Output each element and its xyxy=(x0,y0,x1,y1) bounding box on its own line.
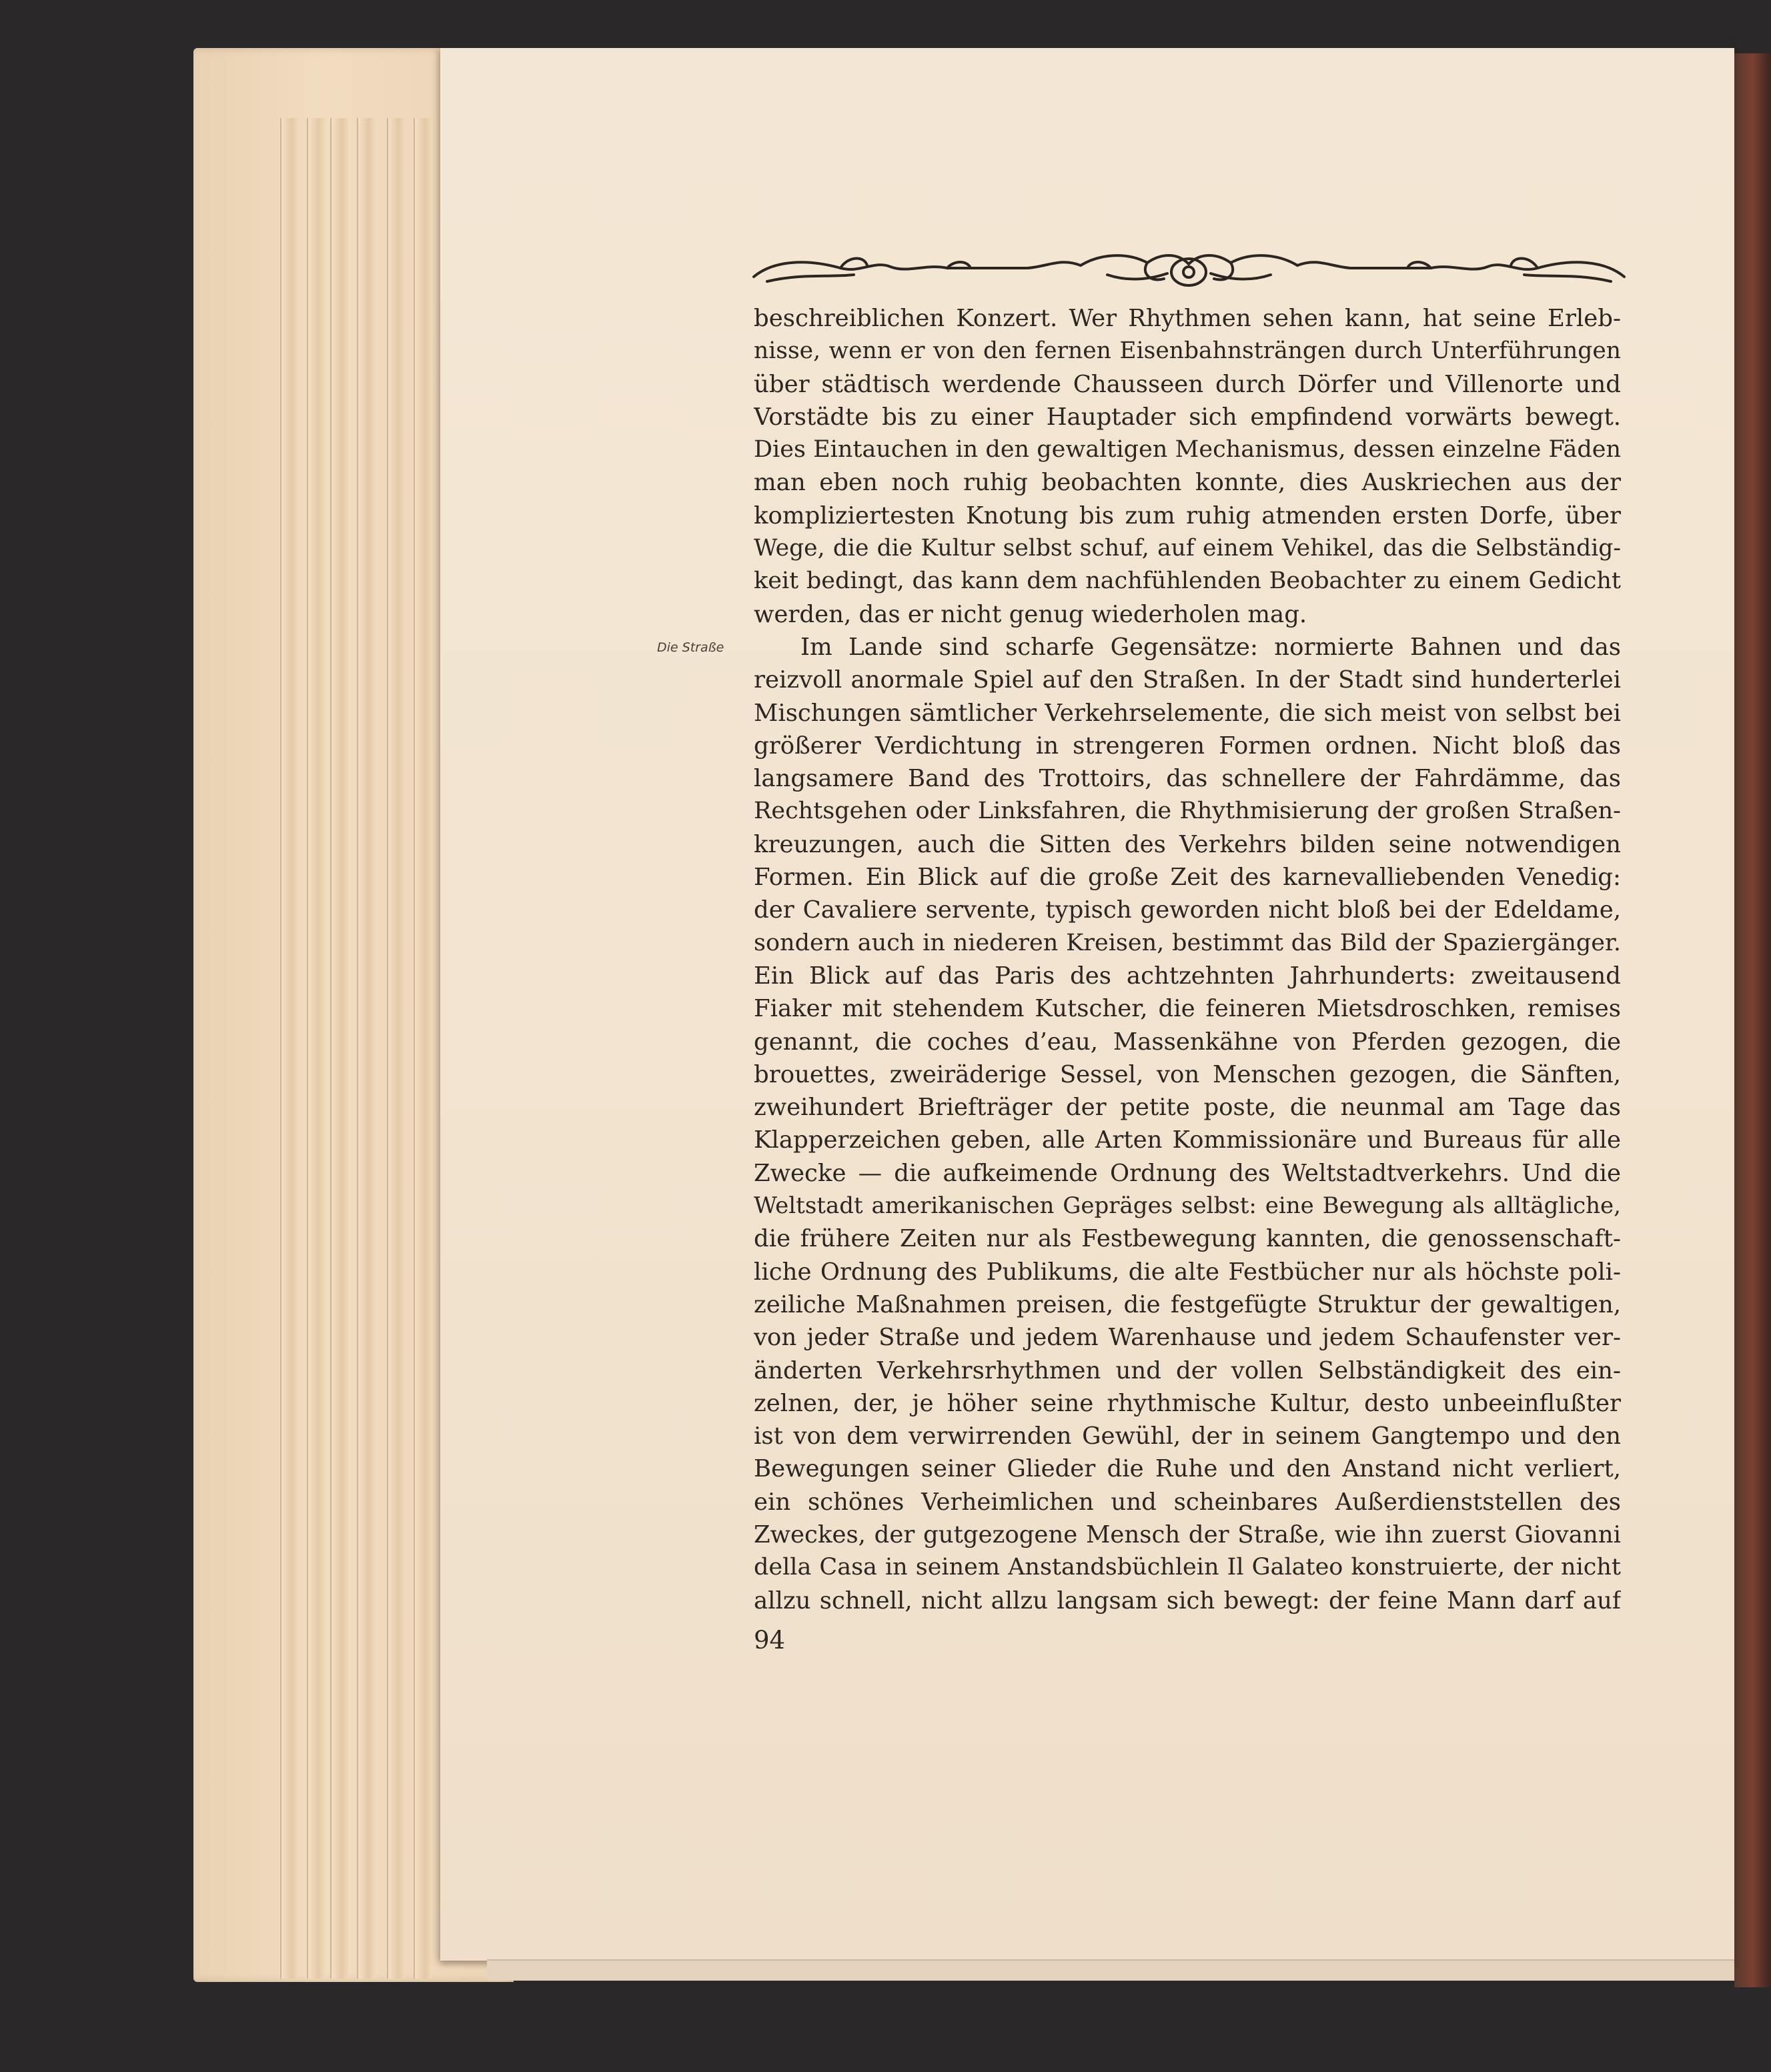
text-line: zeiliche Maßnahmen preisen, die festgefügte Struktur der gewaltigen, xyxy=(754,1290,1621,1318)
text-line: genannt, die coches d’eau, Massenkähne von Pferden gezogen, die xyxy=(754,1028,1621,1056)
text-line: Vorstädte bis zu einer Hauptader sich empfindend vorwärts bewegt. xyxy=(754,403,1621,431)
text-line: della Casa in seinem Anstandsbüchlein Il Galateo konstruierte, der nicht xyxy=(754,1554,1621,1581)
page-edge xyxy=(307,118,326,1979)
text-line: Klapperzeichen geben, alle Arten Kommissionäre und Bureaus für alle xyxy=(754,1126,1621,1154)
page-edge xyxy=(414,118,432,1979)
text-line: Rechtsgehen oder Linksfahren, die Rhythmisierung der großen Straßen- xyxy=(754,798,1621,825)
text-line: langsamere Band des Trottoirs, das schnellere der Fahrdämme, das xyxy=(754,765,1621,793)
text-line: Zweckes, der gutgezogene Mensch der Straße, wie ihn zuerst Giovanni xyxy=(754,1520,1621,1548)
text-line: die frühere Zeiten nur als Festbewegung kannten, die genossenschaft- xyxy=(754,1225,1621,1253)
body-text xyxy=(754,302,1621,1617)
text-line: allzu schnell, nicht allzu langsam sich bewegt: der feine Mann darf auf xyxy=(754,1587,1621,1615)
book-cover-edge xyxy=(1734,53,1771,1987)
text-line: Mischungen sämtlicher Verkehrselemente, die sich meist von selbst bei xyxy=(754,699,1621,727)
text-line: Ein Blick auf das Paris des achtzehnten Jahrhunderts: zweitausend xyxy=(754,962,1621,990)
text-line: Wege, die die Kultur selbst schuf, auf einem Vehikel, das die Selbständig- xyxy=(754,535,1621,562)
page-edge xyxy=(387,118,406,1979)
text-line: über städtisch werdende Chausseen durch Dörfer und Villenorte und xyxy=(754,370,1621,398)
text-line: liche Ordnung des Publikums, die alte Festbücher nur als höchste poli- xyxy=(754,1258,1621,1286)
text-line: von jeder Straße und jedem Warenhause und jedem Schaufenster ver- xyxy=(754,1324,1621,1352)
text-line: ein schönes Verheimlichen und scheinbares Außerdienststellen des xyxy=(754,1488,1621,1516)
text-line: brouettes, zweiräderige Sessel, von Menschen gezogen, die Sänften, xyxy=(754,1060,1621,1088)
text-line: der Cavaliere servente, typisch geworden nicht bloß bei der Edeldame, xyxy=(754,896,1621,924)
text-line: sondern auch in niederen Kreisen, bestimmt das Bild der Spaziergänger. xyxy=(754,929,1621,956)
page-number: 94 xyxy=(754,1626,786,1655)
text-line: Dies Eintauchen in den gewaltigen Mechanismus, dessen einzelne Fäden xyxy=(754,436,1621,463)
page-edge xyxy=(357,118,376,1979)
page-bottom-edge xyxy=(487,1959,1734,1981)
text-line: werden, das er nicht genug wiederholen mag. xyxy=(754,600,1307,628)
text-line: kompliziertesten Knotung bis zum ruhig atmenden ersten Dorfe, über xyxy=(754,501,1621,530)
text-line: keit bedingt, das kann dem nachfühlenden Beobachter zu einem Gedicht xyxy=(754,568,1621,595)
text-line: zelnen, der, je höher seine rhythmische Kultur, desto unbeeinflußter xyxy=(754,1389,1621,1417)
ornament-headpiece-icon xyxy=(747,240,1631,300)
text-line: Im Lande sind scharfe Gegensätze: normierte Bahnen und das xyxy=(800,633,1621,661)
text-line: Weltstadt amerikanischen Gepräges selbst: eine Bewegung als alltägliche, xyxy=(754,1192,1621,1220)
text-line: Zwecke — die aufkeimende Ordnung des Weltstadtverkehrs. Und die xyxy=(754,1159,1621,1187)
text-line: Formen. Ein Blick auf die große Zeit des karnevalliebenden Venedig: xyxy=(754,864,1621,892)
text-line: Bewegungen seiner Glieder die Ruhe und den Anstand nicht verliert, xyxy=(754,1455,1621,1483)
text-line: ist von dem verwirrenden Gewühl, der in seinem Gangtempo und den xyxy=(754,1422,1621,1450)
text-line: man eben noch ruhig beobachten konnte, dies Auskriechen aus der xyxy=(754,469,1621,497)
page-edge xyxy=(330,118,349,1979)
text-line: größerer Verdichtung in strengeren Formen ordnen. Nicht bloß das xyxy=(754,732,1621,760)
text-line: kreuzungen, auch die Sitten des Verkehrs bilden seine notwendigen xyxy=(754,830,1621,858)
text-line: nisse, wenn er von den fernen Eisenbahnsträngen durch Unterführungen xyxy=(754,337,1621,365)
page-edge xyxy=(280,118,299,1979)
text-line: beschreiblichen Konzert. Wer Rhythmen sehen kann, hat seine Erleb- xyxy=(754,305,1621,332)
text-line: zweihundert Briefträger der petite poste, die neunmal am Tage das xyxy=(754,1094,1621,1122)
text-line: reizvoll anormale Spiel auf den Straßen. In der Stadt sind hunderterlei xyxy=(754,666,1621,694)
marginal-note: Die Straße xyxy=(657,640,724,655)
text-line: Fiaker mit stehendem Kutscher, die feineren Mietsdroschken, remises xyxy=(754,995,1621,1023)
text-line: änderten Verkehrsrhythmen und der vollen Selbständigkeit des ein- xyxy=(754,1356,1621,1384)
